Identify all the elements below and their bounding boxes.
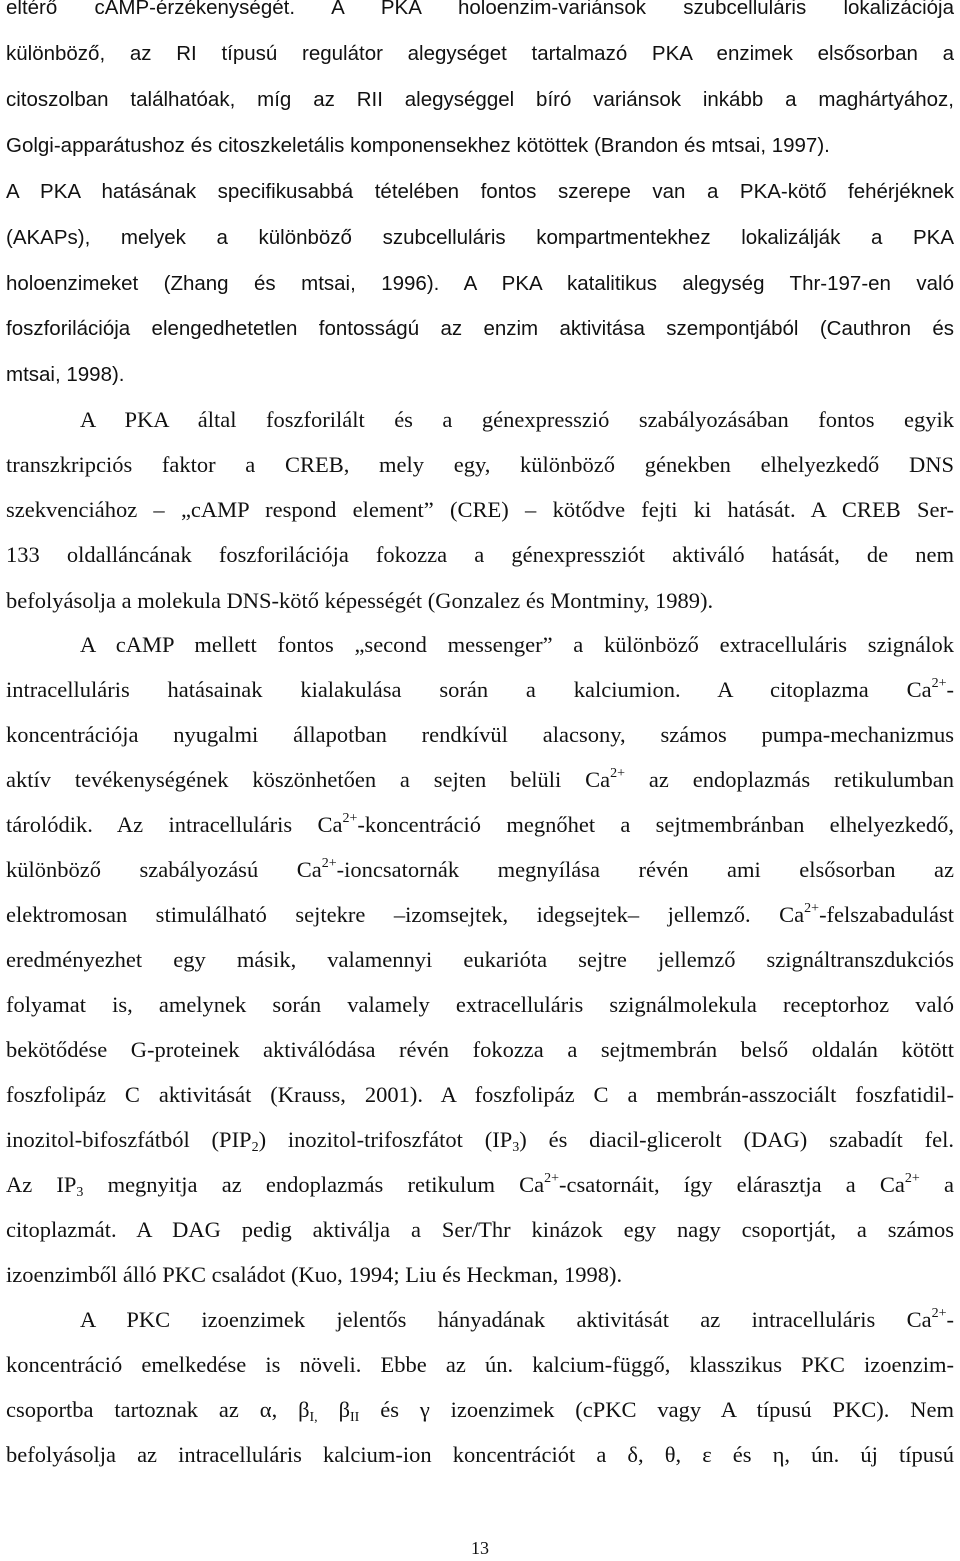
text-span: csoportba tartoznak az α, β: [6, 1397, 310, 1422]
text-span: megnyitja az endoplazmás retikulum Ca: [83, 1172, 545, 1197]
text-span: aktív tevékenységének köszönhetően a sejten belüli Ca: [6, 767, 611, 792]
text-line: foszforilációja elengedhetetlen fontosságú az enzim aktivitása szempontjából (Cauthron és: [6, 317, 954, 340]
text-span: -: [946, 1307, 954, 1332]
subscript: II: [350, 1410, 360, 1425]
text-line: transzkripciós faktor a CREB, mely egy, különböző génekben elhelyezkedő DNS: [6, 452, 954, 477]
subscript: I,: [309, 1410, 318, 1425]
text-line: [6, 810, 954, 840]
text-line: befolyásolja az intracelluláris kalcium-ion koncentrációt a δ, θ, ε és η, ún. új típusú: [6, 1442, 954, 1467]
text-line: bekötődése G-proteinek aktiválódása révén fokozza a sejtmembrán belső oldalán kötött: [6, 1037, 954, 1062]
page-number: 13: [471, 1538, 489, 1558]
text-line: holoenzimeket (Zhang és mtsai, 1996). A PKA katalitikus alegység Thr-197-en való: [6, 272, 954, 295]
text-line: citoplazmát. A DAG pedig aktiválja a Ser/Thr kinázok egy nagy csoportját, a számos: [6, 1217, 954, 1242]
superscript: 2+: [931, 676, 947, 691]
text-span: intracelluláris hatásainak kialakulása során a kalciumion. A citoplazma Ca: [6, 677, 932, 702]
text-span: ) és diacil-glicerolt (DAG) szabadít fel.: [519, 1127, 954, 1152]
text-line: A PKA által foszforilált és a génexpresszió szabályozásában fontos egyik: [80, 407, 954, 432]
text-line: [6, 1305, 954, 1335]
text-line: szekvenciához – „cAMP respond element” (CRE) – kötődve fejti ki hatását. A CREB Ser-: [6, 497, 954, 522]
text-line: Golgi-apparátushoz és citoszkeletális komponensekhez kötöttek (Brandon és mtsai, 1997).: [6, 134, 830, 157]
text-span: Az IP: [6, 1172, 77, 1197]
text-span: -: [946, 677, 954, 702]
text-span: elektromosan stimulálható sejtekre –izomsejtek, idegsejtek– jellemző. Ca: [6, 902, 805, 927]
text-span: az endoplazmás retikulumban: [625, 767, 954, 792]
subscript: 2: [251, 1140, 259, 1155]
text-line: [6, 1170, 954, 1200]
text-span: inozitol-bifoszfátból (PIP: [6, 1127, 252, 1152]
text-line: folyamat is, amelynek során valamely extracelluláris szignálmolekula receptorhoz való: [6, 992, 954, 1017]
text-line: [6, 675, 954, 705]
text-span: tárolódik. Az intracelluláris Ca: [6, 812, 343, 837]
text-line: eredményezhet egy másik, valamennyi eukarióta sejtre jellemző szignáltranszdukciós: [6, 947, 954, 972]
text-line: 133 oldalláncának foszforilációja fokozza a génexpressziót aktiváló hatását, de nem: [6, 542, 954, 567]
text-line: koncentráció emelkedése is növeli. Ebbe az ún. kalcium-függő, klasszikus PKC izoenzim-: [6, 1352, 954, 1377]
text-span: különböző szabályozású Ca: [6, 857, 322, 882]
text-span: a: [919, 1172, 954, 1197]
text-line: (AKAPs), melyek a különböző szubcelluláris kompartmentekhez lokalizálják a PKA: [6, 226, 954, 249]
text-span: A PKC izoenzimek jelentős hányadának aktivitását az intracelluláris Ca: [80, 1307, 932, 1332]
text-span: -koncentráció megnőhet a sejtmembránban elhelyezkedő,: [357, 812, 954, 837]
text-line: citoszolban találhatóak, míg az RII alegységgel bíró variánsok inkább a maghártyához,: [6, 88, 954, 111]
text-line: A PKA hatásának specifikusabbá tételében fontos szerepe van a PKA-kötő fehérjéknek: [6, 180, 954, 203]
text-line: [6, 1395, 954, 1425]
text-span: -felszabadulást: [819, 902, 954, 927]
text-span: ) inozitol-trifoszfátot (IP: [258, 1127, 513, 1152]
superscript: 2+: [804, 901, 820, 916]
text-line: mtsai, 1998).: [6, 363, 125, 386]
text-line: befolyásolja a molekula DNS-kötő képességét (Gonzalez és Montminy, 1989).: [6, 588, 714, 613]
text-line: izoenzimből álló PKC családot (Kuo, 1994; Liu és Heckman, 1998).: [6, 1262, 623, 1287]
text-span: -csatornáit, így elárasztja a Ca: [559, 1172, 905, 1197]
superscript: 2+: [342, 811, 358, 826]
text-line: A cAMP mellett fontos „second messenger” a különböző extracelluláris szignálok: [80, 632, 954, 657]
subscript: 3: [512, 1140, 520, 1155]
superscript: 2+: [321, 856, 337, 871]
superscript: 2+: [544, 1171, 560, 1186]
text-line: [6, 855, 954, 885]
text-span: β: [317, 1397, 351, 1422]
text-line: eltérő cAMP-érzékenységét. A PKA holoenzim-variánsok szubcelluláris lokalizációja: [6, 0, 954, 19]
text-line: koncentrációja nyugalmi állapotban rendkívül alacsony, számos pumpa-mechanizmus: [6, 722, 954, 747]
superscript: 2+: [610, 766, 626, 781]
text-line: különböző, az RI típusú regulátor alegységet tartalmazó PKA enzimek elsősorban a: [6, 42, 954, 65]
document-page: [6, 0, 954, 1561]
superscript: 2+: [904, 1171, 920, 1186]
text-line: [6, 1125, 954, 1155]
text-span: és γ izoenzimek (cPKC vagy A típusú PKC). Nem: [359, 1397, 954, 1422]
superscript: 2+: [931, 1306, 947, 1321]
text-line: [6, 900, 954, 930]
text-line: [6, 765, 954, 795]
subscript: 3: [76, 1185, 84, 1200]
text-line: foszfolipáz C aktivitását (Krauss, 2001). A foszfolipáz C a membrán-asszociált foszfatidil-: [6, 1082, 954, 1107]
text-span: -ioncsatornák megnyílása révén ami elsősorban az: [336, 857, 954, 882]
